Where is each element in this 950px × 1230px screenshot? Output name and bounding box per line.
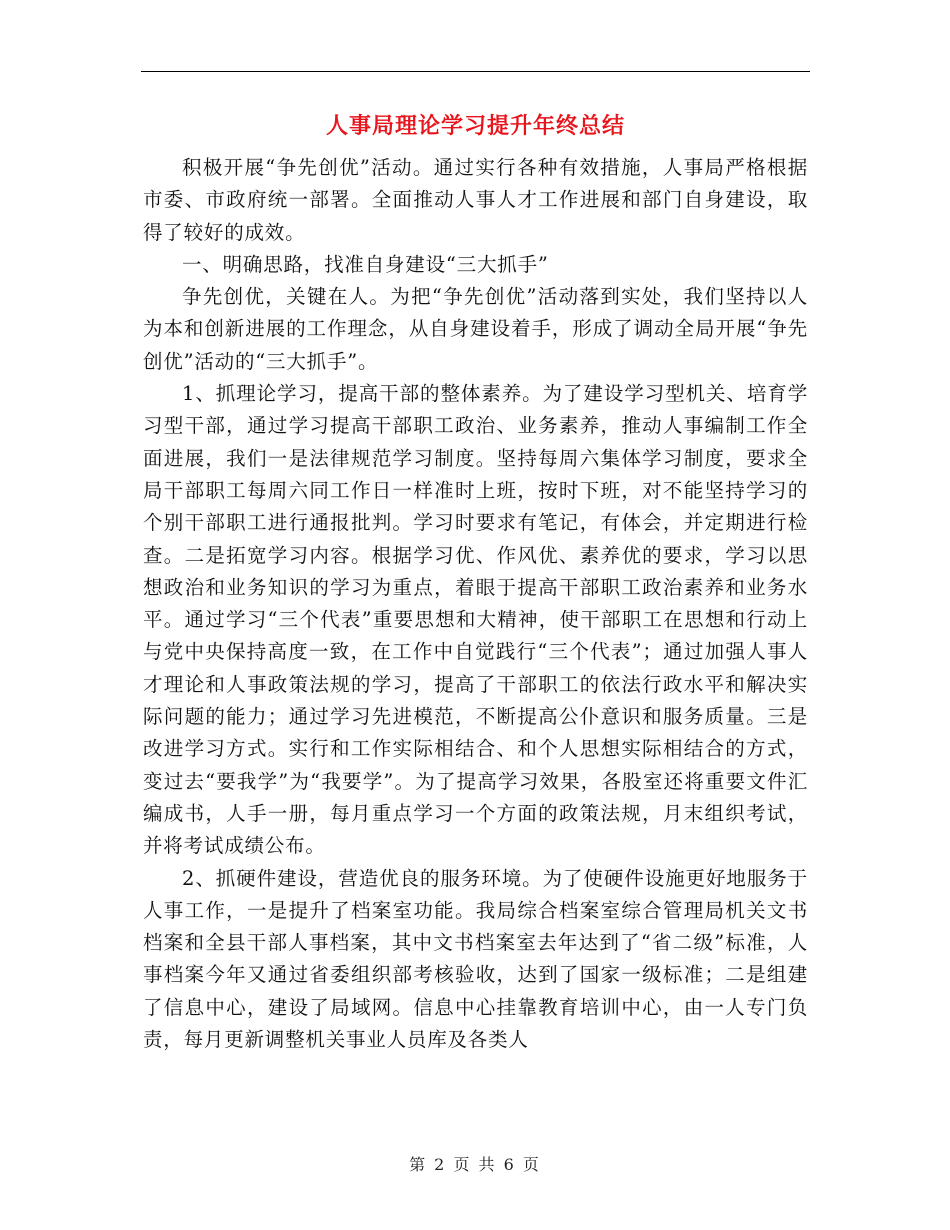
paragraph-hardware: 2、抓硬件建设，营造优良的服务环境。为了使硬件设施更好地服务于人事工作，一是提升了档案室功能。我局综合档案室综合管理局机关文书档案和全县干部人事档案，其中文书档案室去年达到了“省二级”标准，人事档案今年又通过省委组织部考核验收，达到了国家一级标准；二是组建了信息中心，建设了局域网。信息中心挂靠教育培训中心，由一人专门负责，每月更新调整机关事业人员库及各类人 xyxy=(143,866,808,1052)
paragraph-intro: 积极开展“争先创优”活动。通过实行各种有效措施，人事局严格根据市委、市政府统一部署。全面推动人事人才工作进展和部门自身建设，取得了较好的成效。 xyxy=(143,156,808,244)
page-number: 第 2 页 共 6 页 xyxy=(409,1155,541,1174)
section-heading: 一、明确思路，找准自身建设“三大抓手” xyxy=(182,252,549,276)
paragraph-theory-study: 1、抓理论学习，提高干部的整体素养。为了建设学习型机关、培育学习型干部，通过学习提高干部职工政治、业务素养，推动人事编制工作全面进展，我们一是法律规范学习制度。坚持每周六集体学习制度，要求全局干部职工每周六同工作日一样准时上班，按时下班，对不能坚持学习的个别干部职工进行通报批判。学习时要求有笔记，有体会，并定期进行检查。二是拓宽学习内容。根据学习优、作风优、素养优的要求，学习以思想政治和业务知识的学习为重点，着眼于提高干部职工政治素养和业务水平。通过学习“三个代表”重要思想和大精神，使干部职工在思想和行动上与党中央保持高度一致，在工作中自觉践行“三个代表”；通过加强人事人才理论和人事政策法规的学习，提高了干部职工的依法行政水平和解决实际问题的能力；通过学习先进模范，不断提高公仆意识和服务质量。三是改进学习方式。实行和工作实际相结合、和个人思想实际相结合的方式，变过去“要我学”为“我要学”。为了提高学习效果，各股室还将重要文件汇编成书，人手一册，每月重点学习一个方面的政策法规，月末组织考试，并将考试成绩公布。 xyxy=(143,382,808,858)
document-title: 人事局理论学习提升年终总结 xyxy=(325,114,625,139)
header-rule xyxy=(141,71,810,72)
document-body xyxy=(143,152,808,1056)
paragraph-overview: 争先创优，关键在人。为把“争先创优”活动落到实处，我们坚持以人为本和创新进展的工作理念，从自身建设着手，形成了调动全局开展“争先创优”活动的“三大抓手”。 xyxy=(143,285,808,373)
